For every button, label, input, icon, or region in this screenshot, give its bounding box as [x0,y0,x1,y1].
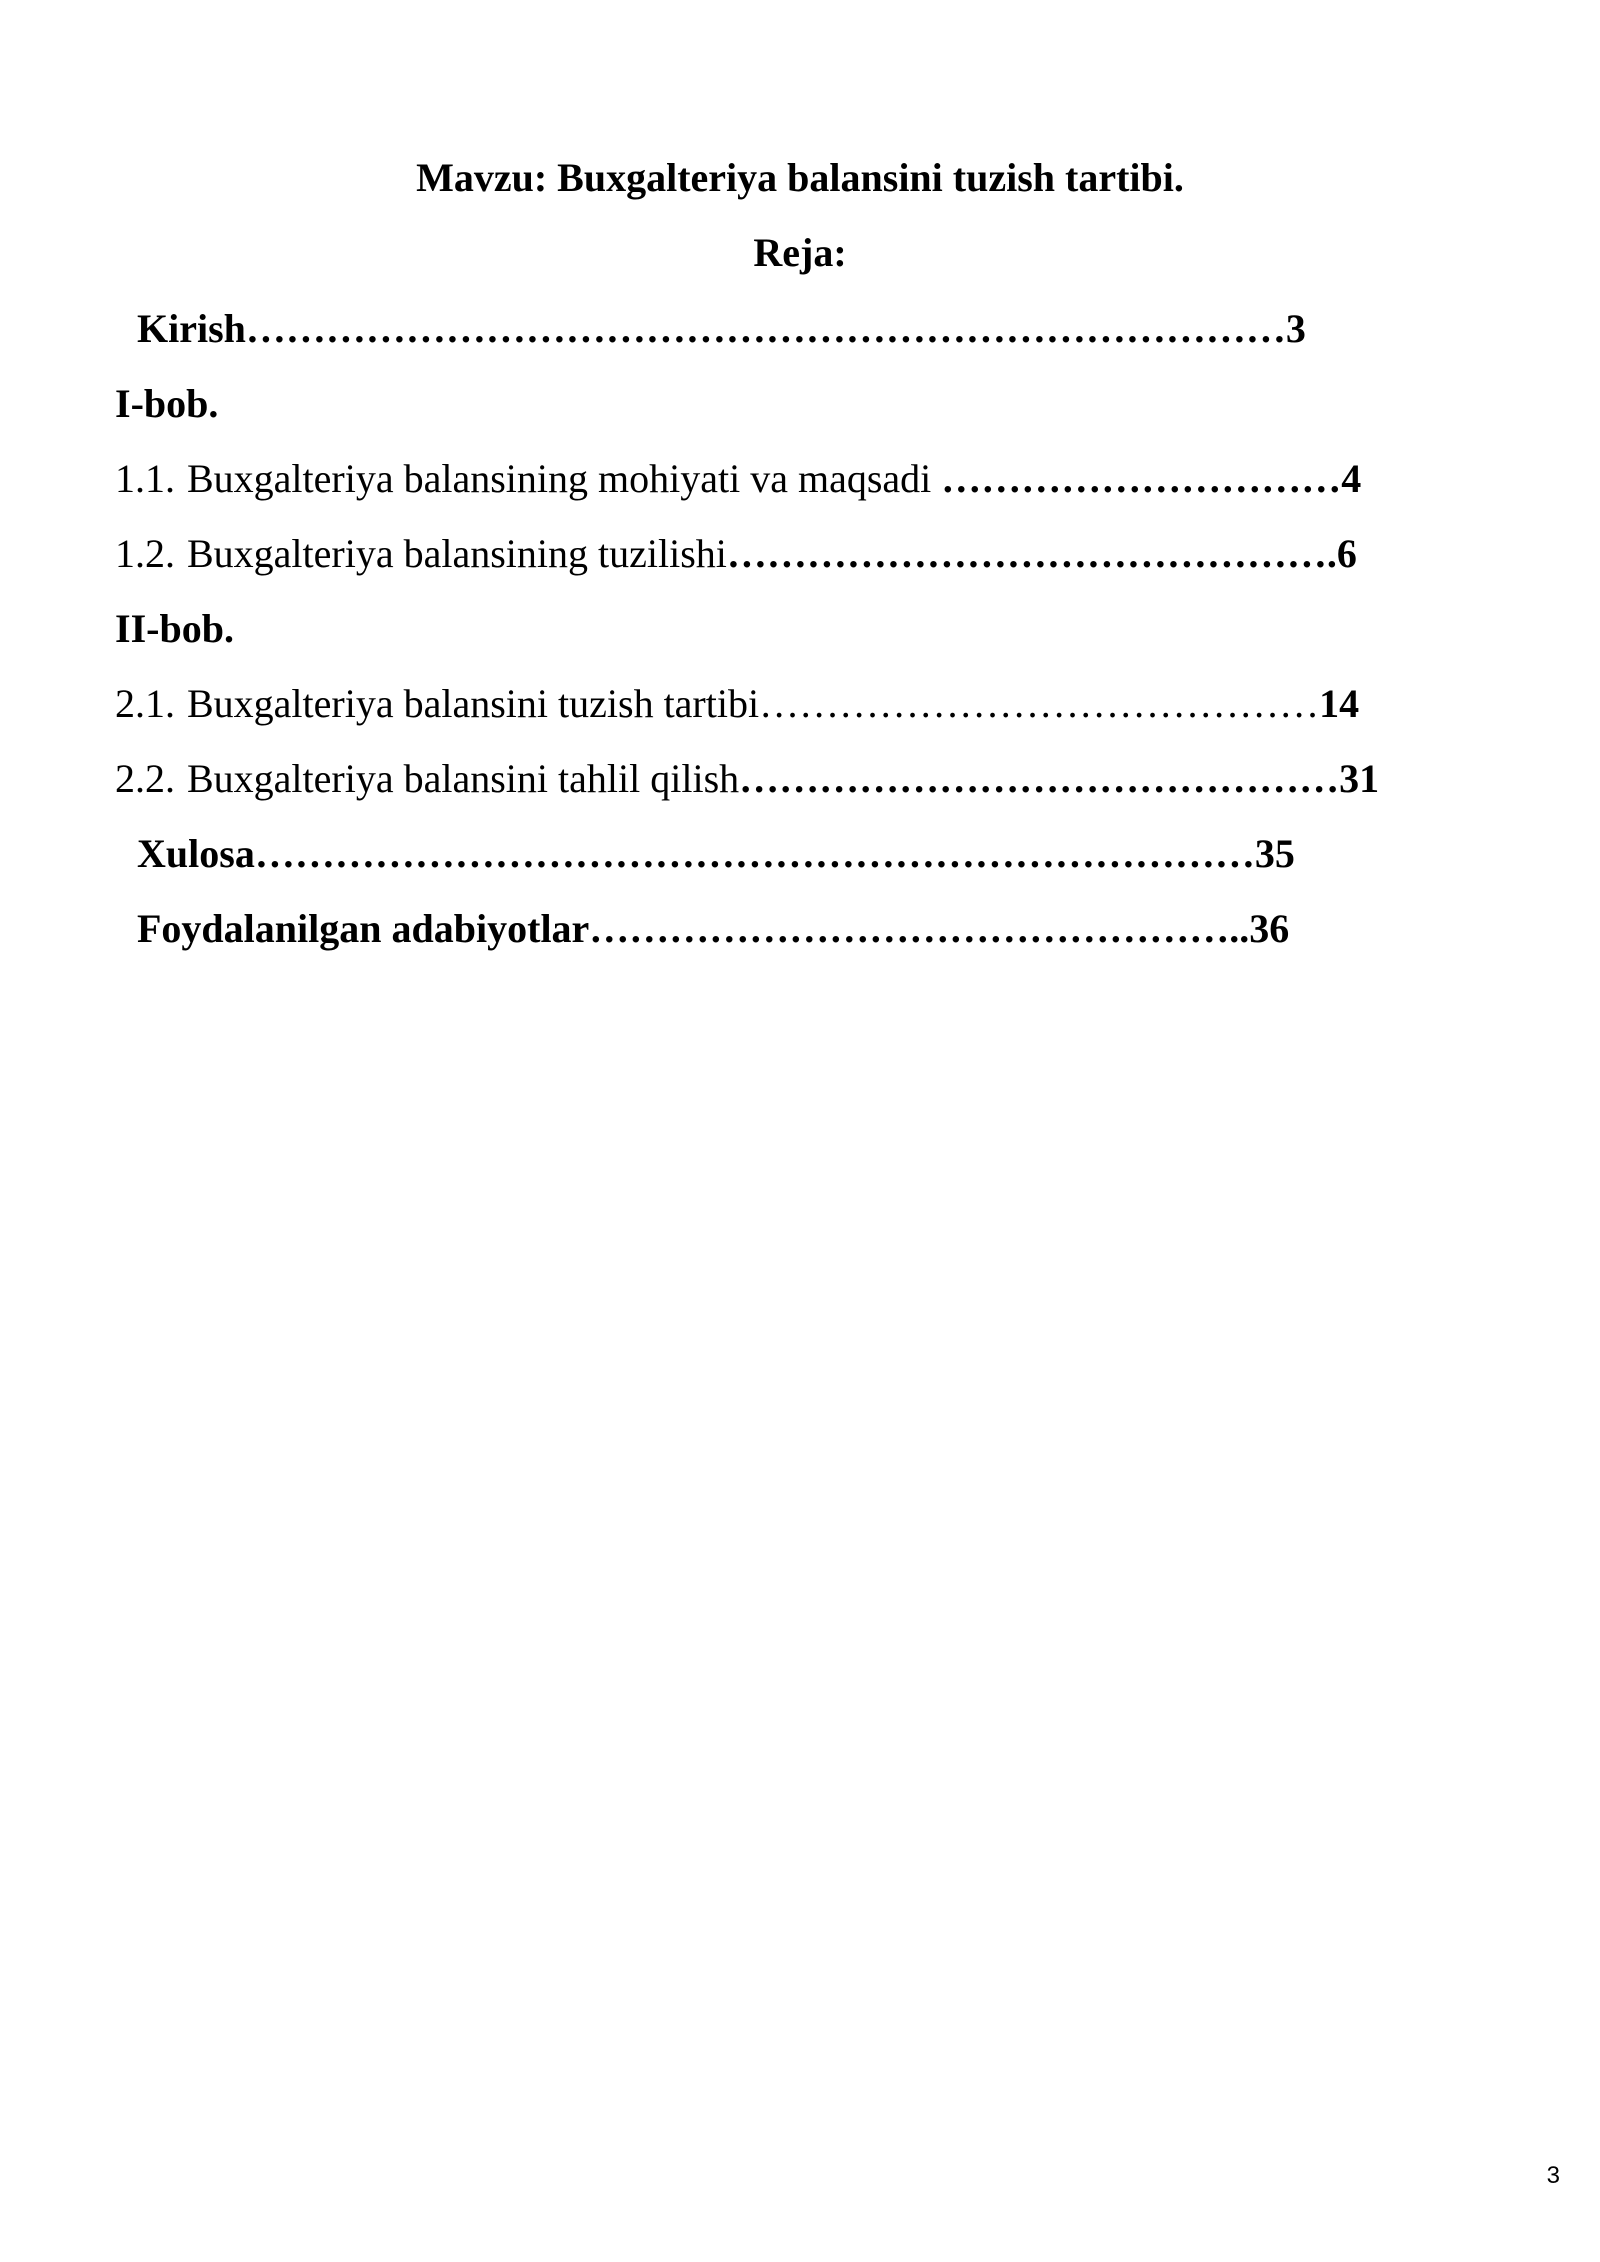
toc-entry-label: Buxgalteriya balansining mohiyati va maqsadi [187,456,942,501]
toc-entry-label: Buxgalteriya balansini tahlil qilish [187,756,740,801]
toc-entry-leader: ………………………………………31 [739,756,1380,801]
toc-entry-number: 1.1. [115,456,175,501]
toc-entry-1-2 [115,529,1357,579]
toc-entry-leader: ……………………………………….6 [726,531,1357,576]
toc-entry-page: 14 [1319,681,1360,726]
page-number: 3 [1546,2162,1560,2189]
toc-chapter-1: I-bob. [115,381,219,426]
toc-entry-kirish: Kirish……………………………………………………………………3 [137,306,1306,351]
toc-entry-1-1 [115,454,1361,504]
toc-entry-number: 1.2. [115,531,175,576]
toc-entry-label: Buxgalteriya balansining tuzilishi [187,531,727,576]
toc-entry-number: 2.1. [115,681,175,726]
toc-entry-leader: …………………………………… [759,681,1320,726]
plan-heading: Reja: [753,230,847,275]
toc-entry-leader: …………………………4 [941,456,1362,501]
toc-entry-2-1 [115,679,1359,729]
toc-entry-references: Foydalanilgan adabiyotlar…………………………………………..36 [137,906,1290,951]
toc-entry-label: Buxgalteriya balansini tuzish tartibi [187,681,760,726]
toc-entry-number: 2.2. [115,756,175,801]
toc-entry-xulosa: Xulosa…………………………………………………………………35 [137,831,1295,876]
topic-title: Mavzu: Buxgalteriya balansini tuzish tartibi. [416,155,1184,200]
toc-chapter-2: II-bob. [115,606,234,651]
toc-entry-2-2 [115,754,1379,804]
